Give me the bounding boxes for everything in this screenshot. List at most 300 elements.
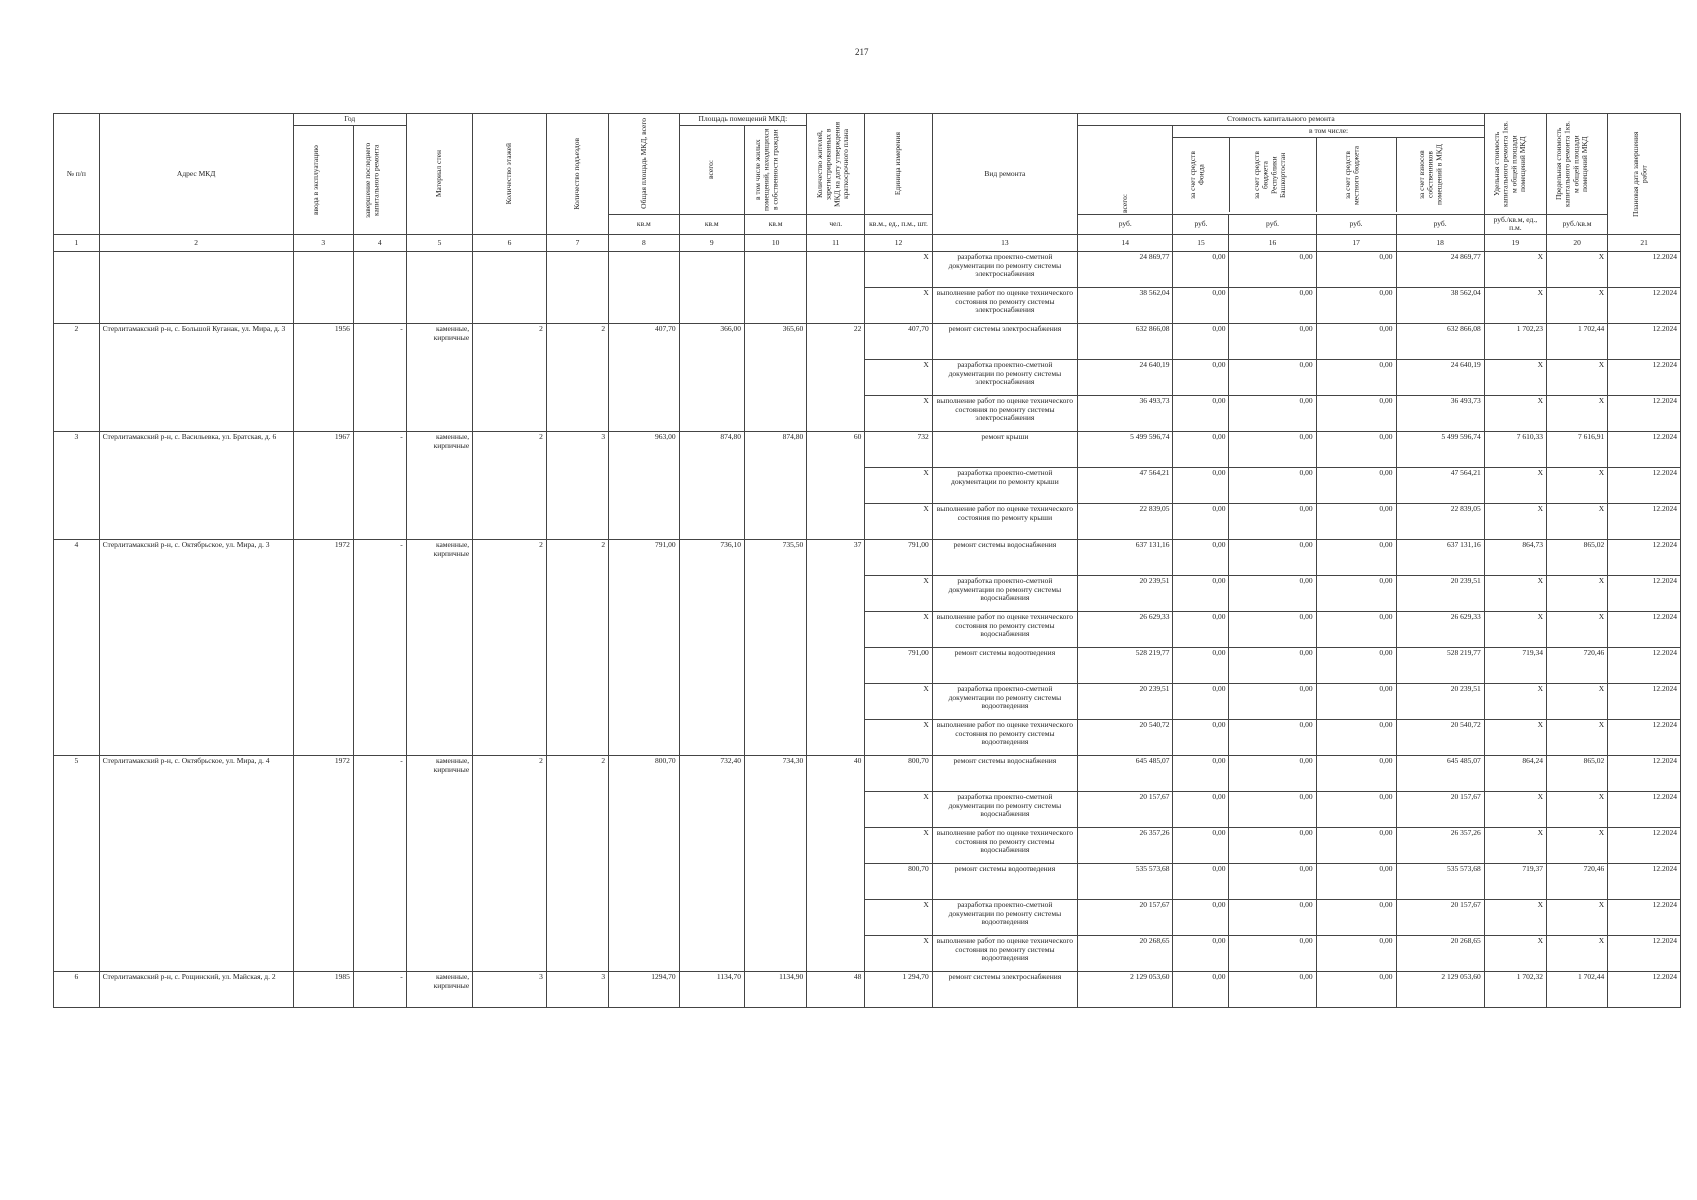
work-type: ремонт системы электроснабжения bbox=[932, 971, 1077, 1007]
work-planned-date: 12.2024 bbox=[1608, 899, 1681, 935]
building-floors: 2 bbox=[473, 323, 547, 431]
work-cost-fund: 0,00 bbox=[1173, 251, 1229, 287]
work-specific-cost: X bbox=[1484, 683, 1546, 719]
header-unit: Единица измерения bbox=[865, 114, 932, 215]
building-num: 6 bbox=[54, 971, 100, 1007]
work-limit-cost: X bbox=[1546, 899, 1607, 935]
column-index: 13 bbox=[932, 234, 1077, 251]
building-year: 1985 bbox=[293, 971, 353, 1007]
work-cost-fund: 0,00 bbox=[1173, 719, 1229, 755]
work-cost-republic: 0,00 bbox=[1229, 431, 1316, 467]
work-cost-local: 0,00 bbox=[1316, 683, 1396, 719]
building-floors bbox=[473, 251, 547, 323]
work-unit: 791,00 bbox=[865, 539, 932, 575]
work-specific-cost: 864,24 bbox=[1484, 755, 1546, 791]
work-type: выполнение работ по оценке технического состояния по ремонту системы водоснабжения bbox=[932, 827, 1077, 863]
building-area-private: 735,50 bbox=[744, 539, 806, 755]
work-cost-total: 24 640,19 bbox=[1078, 359, 1173, 395]
header-cost-owners: за счет взносов собственников помещений в МКД bbox=[1417, 144, 1444, 206]
work-unit: X bbox=[865, 899, 932, 935]
work-cost-fund: 0,00 bbox=[1173, 395, 1229, 431]
work-cost-total: 645 485,07 bbox=[1078, 755, 1173, 791]
work-cost-fund: 0,00 bbox=[1173, 575, 1229, 611]
work-limit-cost: X bbox=[1546, 251, 1607, 287]
column-index: 1 bbox=[54, 234, 100, 251]
work-cost-local: 0,00 bbox=[1316, 431, 1396, 467]
column-index: 5 bbox=[406, 234, 472, 251]
building-material: каменные, кирпичные bbox=[406, 971, 472, 1007]
work-unit: X bbox=[865, 575, 932, 611]
building-residents bbox=[807, 251, 865, 323]
work-limit-cost: 1 702,44 bbox=[1546, 971, 1607, 1007]
work-cost-republic: 0,00 bbox=[1229, 395, 1316, 431]
work-cost-local: 0,00 bbox=[1316, 395, 1396, 431]
building-material: каменные, кирпичные bbox=[406, 431, 472, 539]
work-cost-total: 36 493,73 bbox=[1078, 395, 1173, 431]
unit-limit-cost: руб./кв.м bbox=[1546, 214, 1607, 234]
building-total-area: 791,00 bbox=[609, 539, 680, 755]
table-row bbox=[54, 539, 1681, 575]
work-cost-owners: 26 629,33 bbox=[1396, 611, 1484, 647]
building-entrances: 3 bbox=[546, 971, 608, 1007]
header-cost-fund: за счет средств Фонда bbox=[1188, 151, 1206, 199]
work-cost-fund: 0,00 bbox=[1173, 503, 1229, 539]
column-index: 14 bbox=[1078, 234, 1173, 251]
header-planned-date: Плановая дата завершения работ bbox=[1608, 114, 1681, 235]
work-planned-date: 12.2024 bbox=[1608, 431, 1681, 467]
work-unit: 800,70 bbox=[865, 755, 932, 791]
table-row bbox=[54, 971, 1681, 1007]
header-year-group: Год bbox=[293, 114, 406, 126]
unit-cost-republic: руб. bbox=[1229, 214, 1316, 234]
building-material bbox=[406, 251, 472, 323]
unit-area-all: кв.м bbox=[679, 214, 744, 234]
building-last-repair: - bbox=[353, 971, 406, 1007]
work-cost-fund: 0,00 bbox=[1173, 323, 1229, 359]
work-cost-owners: 2 129 053,60 bbox=[1396, 971, 1484, 1007]
unit-cost-fund: руб. bbox=[1173, 214, 1229, 234]
work-planned-date: 12.2024 bbox=[1608, 611, 1681, 647]
work-cost-republic: 0,00 bbox=[1229, 359, 1316, 395]
page-number: 217 bbox=[855, 47, 869, 57]
work-type: выполнение работ по оценке технического состояния по ремонту системы водоснабжения bbox=[932, 611, 1077, 647]
column-index: 6 bbox=[473, 234, 547, 251]
work-cost-local: 0,00 bbox=[1316, 467, 1396, 503]
work-cost-republic: 0,00 bbox=[1229, 827, 1316, 863]
building-address bbox=[99, 251, 293, 323]
work-cost-local: 0,00 bbox=[1316, 503, 1396, 539]
header-including: в том числе: за счет средств Фонда за счет средств бюджета Республики Башкортостан за счет средств местного бюджета за счет взносов собственников помещений в МКД bbox=[1173, 125, 1484, 214]
work-specific-cost: X bbox=[1484, 899, 1546, 935]
building-last-repair: - bbox=[353, 755, 406, 971]
work-planned-date: 12.2024 bbox=[1608, 395, 1681, 431]
work-planned-date: 12.2024 bbox=[1608, 935, 1681, 971]
column-index: 7 bbox=[546, 234, 608, 251]
work-type: разработка проектно-сметной документации по ремонту системы водоснабжения bbox=[932, 791, 1077, 827]
work-cost-fund: 0,00 bbox=[1173, 755, 1229, 791]
building-year bbox=[293, 251, 353, 323]
building-residents: 60 bbox=[807, 431, 865, 539]
work-unit: 1 294,70 bbox=[865, 971, 932, 1007]
work-limit-cost: X bbox=[1546, 683, 1607, 719]
column-index: 15 bbox=[1173, 234, 1229, 251]
work-cost-owners: 645 485,07 bbox=[1396, 755, 1484, 791]
repair-plan-table bbox=[53, 113, 1681, 1008]
building-entrances: 2 bbox=[546, 323, 608, 431]
building-material: каменные, кирпичные bbox=[406, 539, 472, 755]
work-specific-cost: X bbox=[1484, 359, 1546, 395]
work-cost-total: 20 157,67 bbox=[1078, 791, 1173, 827]
building-area-private: 874,80 bbox=[744, 431, 806, 539]
work-type: разработка проектно-сметной документации по ремонту системы электроснабжения bbox=[932, 359, 1077, 395]
work-cost-local: 0,00 bbox=[1316, 863, 1396, 899]
work-cost-owners: 632 866,08 bbox=[1396, 323, 1484, 359]
building-residents: 48 bbox=[807, 971, 865, 1007]
building-num: 3 bbox=[54, 431, 100, 539]
work-unit: X bbox=[865, 935, 932, 971]
header-year-commission: ввода в эксплуатацию bbox=[293, 125, 353, 234]
work-cost-republic: 0,00 bbox=[1229, 287, 1316, 323]
work-cost-local: 0,00 bbox=[1316, 827, 1396, 863]
building-last-repair bbox=[353, 251, 406, 323]
work-cost-local: 0,00 bbox=[1316, 575, 1396, 611]
work-unit: X bbox=[865, 503, 932, 539]
work-planned-date: 12.2024 bbox=[1608, 287, 1681, 323]
building-address: Стерлитамакский р-н, с. Рощинский, ул. Майская, д. 2 bbox=[99, 971, 293, 1007]
work-cost-local: 0,00 bbox=[1316, 791, 1396, 827]
work-type: выполнение работ по оценке технического состояния по ремонту крыши bbox=[932, 503, 1077, 539]
work-planned-date: 12.2024 bbox=[1608, 647, 1681, 683]
work-cost-owners: 20 157,67 bbox=[1396, 899, 1484, 935]
work-limit-cost: X bbox=[1546, 503, 1607, 539]
work-type: ремонт крыши bbox=[932, 431, 1077, 467]
work-unit: X bbox=[865, 395, 932, 431]
work-specific-cost: X bbox=[1484, 791, 1546, 827]
work-type: ремонт системы водоотведения bbox=[932, 863, 1077, 899]
building-total-area: 407,70 bbox=[609, 323, 680, 431]
work-cost-republic: 0,00 bbox=[1229, 575, 1316, 611]
work-specific-cost: 1 702,23 bbox=[1484, 323, 1546, 359]
work-cost-local: 0,00 bbox=[1316, 359, 1396, 395]
work-unit: X bbox=[865, 611, 932, 647]
work-cost-republic: 0,00 bbox=[1229, 539, 1316, 575]
header-floors: Количество этажей bbox=[473, 114, 547, 235]
building-area-private: 365,60 bbox=[744, 323, 806, 431]
work-type: разработка проектно-сметной документации по ремонту системы водоотведения bbox=[932, 683, 1077, 719]
work-limit-cost: X bbox=[1546, 395, 1607, 431]
work-cost-republic: 0,00 bbox=[1229, 719, 1316, 755]
work-cost-owners: 5 499 596,74 bbox=[1396, 431, 1484, 467]
column-index: 4 bbox=[353, 234, 406, 251]
work-planned-date: 12.2024 bbox=[1608, 791, 1681, 827]
header-area-all: всего: bbox=[679, 125, 744, 214]
work-limit-cost: 865,02 bbox=[1546, 539, 1607, 575]
work-cost-republic: 0,00 bbox=[1229, 791, 1316, 827]
work-cost-republic: 0,00 bbox=[1229, 611, 1316, 647]
work-cost-republic: 0,00 bbox=[1229, 503, 1316, 539]
work-cost-fund: 0,00 bbox=[1173, 287, 1229, 323]
table-row bbox=[54, 323, 1681, 359]
header-cost-republic: за счет средств бюджета Республики Башкортостан bbox=[1251, 151, 1287, 199]
header-premises-area-group: Площадь помещений МКД: bbox=[679, 114, 807, 126]
column-index: 21 bbox=[1608, 234, 1681, 251]
work-cost-local: 0,00 bbox=[1316, 251, 1396, 287]
work-specific-cost: X bbox=[1484, 503, 1546, 539]
building-area-all: 1134,70 bbox=[679, 971, 744, 1007]
building-area-private bbox=[744, 251, 806, 323]
work-specific-cost: X bbox=[1484, 467, 1546, 503]
work-cost-local: 0,00 bbox=[1316, 287, 1396, 323]
work-limit-cost: X bbox=[1546, 719, 1607, 755]
work-cost-fund: 0,00 bbox=[1173, 539, 1229, 575]
work-specific-cost: 864,73 bbox=[1484, 539, 1546, 575]
header-address: Адрес МКД bbox=[99, 114, 293, 235]
unit-area-private: кв.м bbox=[744, 214, 806, 234]
table-row bbox=[54, 251, 1681, 287]
work-planned-date: 12.2024 bbox=[1608, 683, 1681, 719]
building-year: 1972 bbox=[293, 539, 353, 755]
work-cost-republic: 0,00 bbox=[1229, 935, 1316, 971]
work-limit-cost: 720,46 bbox=[1546, 863, 1607, 899]
work-cost-fund: 0,00 bbox=[1173, 791, 1229, 827]
unit-cost-total: руб. bbox=[1078, 214, 1173, 234]
building-material: каменные, кирпичные bbox=[406, 755, 472, 971]
work-cost-total: 5 499 596,74 bbox=[1078, 431, 1173, 467]
work-cost-total: 535 573,68 bbox=[1078, 863, 1173, 899]
work-cost-total: 20 540,72 bbox=[1078, 719, 1173, 755]
building-area-private: 734,30 bbox=[744, 755, 806, 971]
work-cost-total: 20 239,51 bbox=[1078, 575, 1173, 611]
work-limit-cost: X bbox=[1546, 935, 1607, 971]
building-num: 5 bbox=[54, 755, 100, 971]
work-cost-local: 0,00 bbox=[1316, 935, 1396, 971]
building-address: Стерлитамакский р-н, с. Большой Куганак, ул. Мира, д. 3 bbox=[99, 323, 293, 431]
header-cost-total: всего: bbox=[1078, 125, 1173, 214]
building-floors: 3 bbox=[473, 971, 547, 1007]
work-limit-cost: 720,46 bbox=[1546, 647, 1607, 683]
column-index: 17 bbox=[1316, 234, 1396, 251]
work-cost-fund: 0,00 bbox=[1173, 683, 1229, 719]
work-type: разработка проектно-сметной документации по ремонту системы водоотведения bbox=[932, 899, 1077, 935]
work-planned-date: 12.2024 bbox=[1608, 503, 1681, 539]
work-limit-cost: X bbox=[1546, 467, 1607, 503]
work-specific-cost: 719,34 bbox=[1484, 647, 1546, 683]
column-index: 2 bbox=[99, 234, 293, 251]
work-cost-owners: 24 869,77 bbox=[1396, 251, 1484, 287]
building-area-all: 366,00 bbox=[679, 323, 744, 431]
work-cost-owners: 38 562,04 bbox=[1396, 287, 1484, 323]
work-cost-fund: 0,00 bbox=[1173, 935, 1229, 971]
work-unit: X bbox=[865, 683, 932, 719]
building-residents: 37 bbox=[807, 539, 865, 755]
building-area-all: 874,80 bbox=[679, 431, 744, 539]
work-unit: X bbox=[865, 719, 932, 755]
work-cost-total: 637 131,16 bbox=[1078, 539, 1173, 575]
work-limit-cost: 7 616,91 bbox=[1546, 431, 1607, 467]
building-total-area: 963,00 bbox=[609, 431, 680, 539]
building-address: Стерлитамакский р-н, с. Октябрьское, ул. Мира, д. 3 bbox=[99, 539, 293, 755]
work-cost-owners: 26 357,26 bbox=[1396, 827, 1484, 863]
work-type: ремонт системы электроснабжения bbox=[932, 323, 1077, 359]
work-cost-fund: 0,00 bbox=[1173, 899, 1229, 935]
work-cost-total: 47 564,21 bbox=[1078, 467, 1173, 503]
work-specific-cost: 1 702,32 bbox=[1484, 971, 1546, 1007]
work-cost-owners: 22 839,05 bbox=[1396, 503, 1484, 539]
header-residents: Количество жителей, зарегистрированных в МКД на дату утверждения краткосрочного плана bbox=[807, 114, 865, 215]
work-cost-fund: 0,00 bbox=[1173, 431, 1229, 467]
building-entrances bbox=[546, 251, 608, 323]
work-cost-republic: 0,00 bbox=[1229, 683, 1316, 719]
column-index: 8 bbox=[609, 234, 680, 251]
work-cost-owners: 528 219,77 bbox=[1396, 647, 1484, 683]
work-cost-fund: 0,00 bbox=[1173, 971, 1229, 1007]
building-area-all: 732,40 bbox=[679, 755, 744, 971]
work-cost-republic: 0,00 bbox=[1229, 467, 1316, 503]
building-num bbox=[54, 251, 100, 323]
work-planned-date: 12.2024 bbox=[1608, 863, 1681, 899]
work-cost-local: 0,00 bbox=[1316, 647, 1396, 683]
header-total-area: Общая площадь МКД, всего bbox=[609, 114, 680, 215]
header-wall-material: Материал стен bbox=[406, 114, 472, 235]
work-cost-owners: 20 268,65 bbox=[1396, 935, 1484, 971]
work-cost-republic: 0,00 bbox=[1229, 755, 1316, 791]
work-cost-owners: 20 157,67 bbox=[1396, 791, 1484, 827]
work-limit-cost: X bbox=[1546, 575, 1607, 611]
table-row bbox=[54, 755, 1681, 791]
work-cost-fund: 0,00 bbox=[1173, 359, 1229, 395]
work-cost-owners: 20 239,51 bbox=[1396, 575, 1484, 611]
work-cost-total: 38 562,04 bbox=[1078, 287, 1173, 323]
building-entrances: 2 bbox=[546, 539, 608, 755]
work-cost-republic: 0,00 bbox=[1229, 899, 1316, 935]
work-type: ремонт системы водоотведения bbox=[932, 647, 1077, 683]
header-specific-cost: Удельная стоимость капитального ремонта 1кв. м общей площади помещений МКД bbox=[1484, 114, 1546, 215]
work-planned-date: 12.2024 bbox=[1608, 719, 1681, 755]
work-planned-date: 12.2024 bbox=[1608, 323, 1681, 359]
work-type: ремонт системы водоснабжения bbox=[932, 755, 1077, 791]
building-entrances: 2 bbox=[546, 755, 608, 971]
building-residents: 40 bbox=[807, 755, 865, 971]
work-planned-date: 12.2024 bbox=[1608, 359, 1681, 395]
header-area-private: в том числе жилых помещений, находящихся в собственности граждан bbox=[744, 125, 806, 214]
work-specific-cost: X bbox=[1484, 719, 1546, 755]
unit-cost-owners: руб. bbox=[1396, 214, 1484, 234]
work-cost-total: 24 869,77 bbox=[1078, 251, 1173, 287]
header-num: № п/п bbox=[54, 114, 100, 235]
building-address: Стерлитамакский р-н, с. Васильевка, ул. Братская, д. 6 bbox=[99, 431, 293, 539]
work-type: выполнение работ по оценке технического состояния по ремонту системы водоотведения bbox=[932, 935, 1077, 971]
work-unit: X bbox=[865, 251, 932, 287]
work-cost-republic: 0,00 bbox=[1229, 647, 1316, 683]
work-type: ремонт системы водоснабжения bbox=[932, 539, 1077, 575]
building-area-private: 1134,90 bbox=[744, 971, 806, 1007]
unit-total-area: кв.м bbox=[609, 214, 680, 234]
table-row bbox=[54, 431, 1681, 467]
column-index: 20 bbox=[1546, 234, 1607, 251]
work-unit: X bbox=[865, 791, 932, 827]
work-type: разработка проектно-сметной документации по ремонту крыши bbox=[932, 467, 1077, 503]
work-limit-cost: X bbox=[1546, 611, 1607, 647]
work-cost-local: 0,00 bbox=[1316, 755, 1396, 791]
work-cost-republic: 0,00 bbox=[1229, 323, 1316, 359]
work-limit-cost: 865,02 bbox=[1546, 755, 1607, 791]
building-residents: 22 bbox=[807, 323, 865, 431]
work-cost-fund: 0,00 bbox=[1173, 827, 1229, 863]
building-entrances: 3 bbox=[546, 431, 608, 539]
work-cost-republic: 0,00 bbox=[1229, 251, 1316, 287]
work-type: разработка проектно-сметной документации по ремонту системы водоснабжения bbox=[932, 575, 1077, 611]
building-year: 1972 bbox=[293, 755, 353, 971]
work-cost-owners: 20 540,72 bbox=[1396, 719, 1484, 755]
work-specific-cost: X bbox=[1484, 827, 1546, 863]
work-unit: X bbox=[865, 287, 932, 323]
work-cost-total: 20 268,65 bbox=[1078, 935, 1173, 971]
work-limit-cost: X bbox=[1546, 287, 1607, 323]
work-cost-owners: 637 131,16 bbox=[1396, 539, 1484, 575]
work-cost-owners: 36 493,73 bbox=[1396, 395, 1484, 431]
building-total-area: 1294,70 bbox=[609, 971, 680, 1007]
work-planned-date: 12.2024 bbox=[1608, 575, 1681, 611]
building-area-all bbox=[679, 251, 744, 323]
work-unit: 791,00 bbox=[865, 647, 932, 683]
building-last-repair: - bbox=[353, 323, 406, 431]
header-year-last-repair: завершение последнего капитального ремонта bbox=[353, 125, 406, 234]
column-index: 12 bbox=[865, 234, 932, 251]
building-address: Стерлитамакский р-н, с. Октябрьское, ул. Мира, д. 4 bbox=[99, 755, 293, 971]
header-cost-group: Стоимость капитального ремонта bbox=[1078, 114, 1485, 126]
work-limit-cost: X bbox=[1546, 827, 1607, 863]
column-index: 19 bbox=[1484, 234, 1546, 251]
building-num: 2 bbox=[54, 323, 100, 431]
work-cost-total: 2 129 053,60 bbox=[1078, 971, 1173, 1007]
work-cost-local: 0,00 bbox=[1316, 539, 1396, 575]
work-specific-cost: 7 610,33 bbox=[1484, 431, 1546, 467]
work-cost-local: 0,00 bbox=[1316, 971, 1396, 1007]
work-cost-owners: 24 640,19 bbox=[1396, 359, 1484, 395]
work-specific-cost: X bbox=[1484, 251, 1546, 287]
building-floors: 2 bbox=[473, 755, 547, 971]
work-type: выполнение работ по оценке технического состояния по ремонту системы электроснабжения bbox=[932, 395, 1077, 431]
building-material: каменные, кирпичные bbox=[406, 323, 472, 431]
building-floors: 2 bbox=[473, 539, 547, 755]
work-planned-date: 12.2024 bbox=[1608, 251, 1681, 287]
work-cost-total: 632 866,08 bbox=[1078, 323, 1173, 359]
column-index: 3 bbox=[293, 234, 353, 251]
work-specific-cost: X bbox=[1484, 395, 1546, 431]
building-total-area bbox=[609, 251, 680, 323]
work-cost-owners: 535 573,68 bbox=[1396, 863, 1484, 899]
building-year: 1967 bbox=[293, 431, 353, 539]
unit-unit: кв.м., ед., п.м., шт. bbox=[865, 214, 932, 234]
building-last-repair: - bbox=[353, 539, 406, 755]
work-cost-total: 20 157,67 bbox=[1078, 899, 1173, 935]
work-type: выполнение работ по оценке технического состояния по ремонту системы водоотведения bbox=[932, 719, 1077, 755]
header-limit-cost: Предельная стоимость капитального ремонта 1кв. м общей площади помещений МКД bbox=[1546, 114, 1607, 215]
work-cost-total: 22 839,05 bbox=[1078, 503, 1173, 539]
unit-residents: чел. bbox=[807, 214, 865, 234]
work-cost-total: 26 629,33 bbox=[1078, 611, 1173, 647]
work-cost-republic: 0,00 bbox=[1229, 971, 1316, 1007]
work-cost-fund: 0,00 bbox=[1173, 611, 1229, 647]
column-index: 11 bbox=[807, 234, 865, 251]
building-area-all: 736,10 bbox=[679, 539, 744, 755]
work-specific-cost: X bbox=[1484, 935, 1546, 971]
work-cost-owners: 20 239,51 bbox=[1396, 683, 1484, 719]
work-cost-total: 528 219,77 bbox=[1078, 647, 1173, 683]
work-cost-total: 20 239,51 bbox=[1078, 683, 1173, 719]
work-cost-owners: 47 564,21 bbox=[1396, 467, 1484, 503]
work-cost-local: 0,00 bbox=[1316, 899, 1396, 935]
